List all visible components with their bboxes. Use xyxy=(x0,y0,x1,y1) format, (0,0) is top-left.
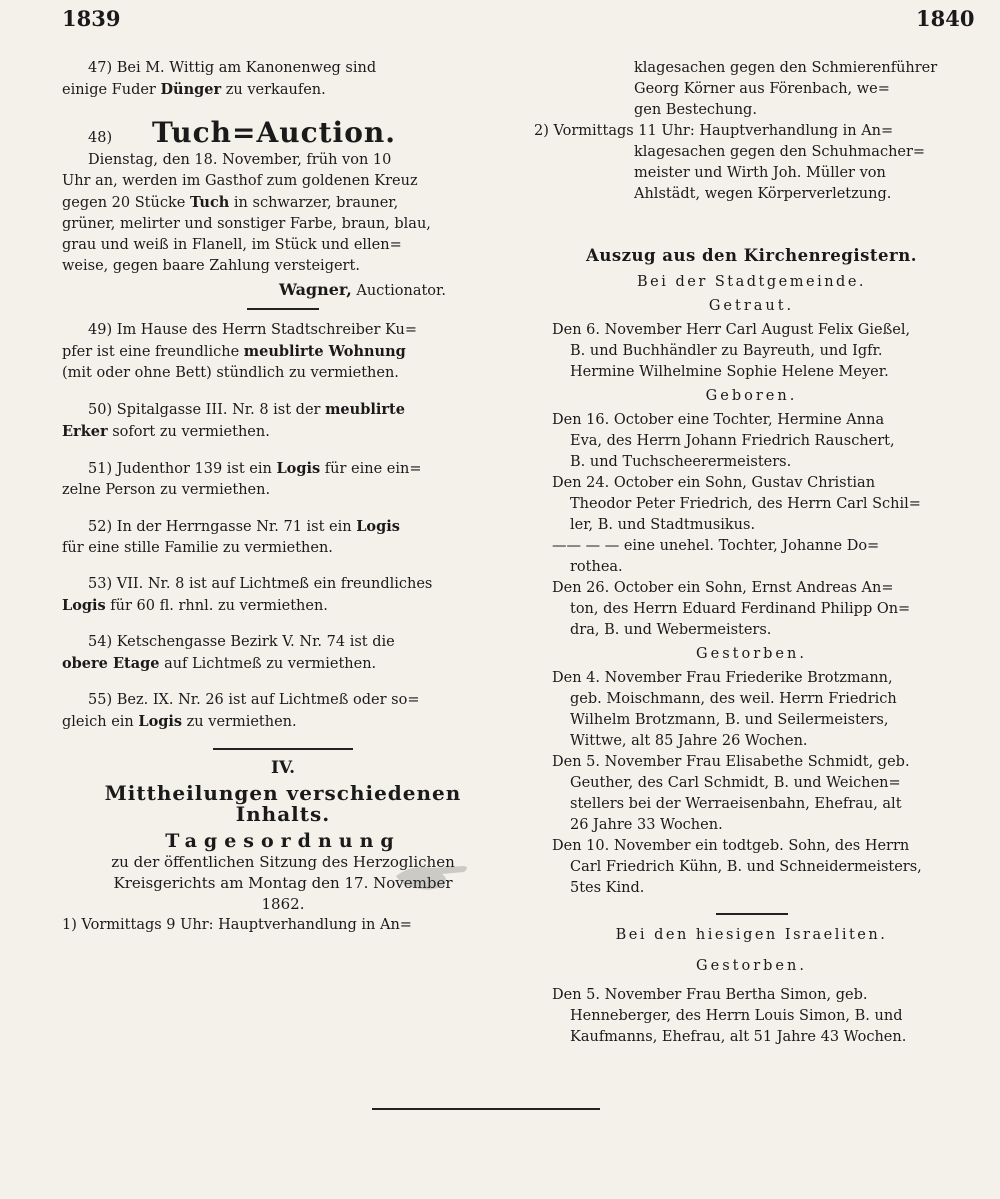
register-entry: Den 4. November Frau Friederike Brotzmann, geb. Moischmann, des weil. Herrn Friedrich Wilhelm Brotzmann, B. und Seilermeisters, Wittwe, alt 85 Jahre 26 Wochen. xyxy=(552,670,897,749)
died-heading: Gestorben. xyxy=(696,646,807,662)
married-heading: Getraut. xyxy=(708,298,795,314)
israelites-heading: Bei den hiesigen Israeliten. xyxy=(615,927,888,943)
ad-51: 51) Judenthor 139 ist ein Logis für eine ein= zelne Person zu vermiethen. xyxy=(62,460,422,498)
ad-53: 53) VII. Nr. 8 ist auf Lichtmeß ein freundliches Logis für 60 fl. rhnl. zu vermiethen. xyxy=(62,576,433,614)
agenda-year: 1862. xyxy=(261,895,305,913)
register-entry: Den 5. November Frau Elisabethe Schmidt, geb. Geuther, des Carl Schmidt, B. und Weichen= stellers bei der Werraeisenbahn, Ehefrau, alt 26 Jahre 33 Wochen. xyxy=(552,754,910,833)
ad-54: 54) Ketschengasse Bezirk V. Nr. 74 ist die obere Etage auf Lichtmeß zu vermiethen. xyxy=(62,634,395,672)
ad-50: 50) Spitalgasse III. Nr. 8 ist der meublirte Erker sofort zu vermiethen. xyxy=(62,401,405,440)
section-number: IV. xyxy=(270,758,296,778)
ad-signer: Wagner, Auctionator. xyxy=(278,280,446,299)
agenda-intro-1: zu der öffentlichen Sitzung des Herzoglichen xyxy=(111,853,455,871)
ad-47: 47) Bei M. Wittig am Kanonenweg sind einige Fuder Dünger zu verkaufen. xyxy=(62,60,377,98)
agenda-item-1: 1) Vormittags 9 Uhr: Hauptverhandlung in An= xyxy=(62,917,412,933)
ad-number: 48) xyxy=(88,130,113,146)
register-entry: Den 10. November ein todtgeb. Sohn, des Herrn Carl Friedrich Kühn, B. und Schneidermeisters, 5tes Kind. xyxy=(552,838,922,896)
ad-number: 47) xyxy=(88,60,113,76)
agenda-item-1-continued: klagesachen gegen den Schmierenführer Georg Körner aus Förenbach, we= gen Bestechung. xyxy=(634,60,938,118)
ad-title: Tuch=Auction. xyxy=(152,116,396,149)
register-entry: Den 26. October ein Sohn, Ernst Andreas An= ton, des Herrn Eduard Ferdinand Philipp On= dra, B. und Webermeisters. xyxy=(552,580,911,638)
born-heading: Geboren. xyxy=(705,388,798,404)
agenda-item-2: 2) Vormittags 11 Uhr: Hauptverhandlung in An= klagesachen gegen den Schuhmacher= meister und Wirth Joh. Müller von Ahlstädt, wegen Körperverletzung. xyxy=(534,123,926,202)
section-title: Mittheilungen verschiedenen Inhalts. xyxy=(104,781,462,826)
divider xyxy=(716,913,788,915)
page-number-right: 1840 xyxy=(916,6,975,31)
register-entry: Den 16. October eine Tochter, Hermine Anna Eva, des Herrn Johann Friedrich Rauschert, B. und Tuchscheerermeisters. xyxy=(552,412,895,470)
agenda-title: Tagesordnung xyxy=(165,830,401,852)
register-entry: Den 24. October ein Sohn, Gustav Christian Theodor Peter Friedrich, des Herrn Carl Schil= ler, B. und Stadtmusikus. xyxy=(552,475,921,533)
died-heading-2: Gestorben. xyxy=(696,958,807,974)
ad-52: 52) In der Herrngasse Nr. 71 ist ein Logis für eine stille Familie zu vermiethen. xyxy=(62,518,400,556)
register-entry: Den 6. November Herr Carl August Felix Gießel, B. und Buchhändler zu Bayreuth, und Igfr. Hermine Wilhelmine Sophie Helene Meyer. xyxy=(552,322,911,380)
ad-48: 48) Tuch=Auction. Dienstag, den 18. November, früh von 10 Uhr an, werden im Gasthof zum goldenen Kreuz gegen 20 Stücke Tuch in schwarzer, brauner, grüner, melirter und sonstiger Farbe, braun, blau, grau und weiß in Flanell, im Stück und ellen= weise, gegen baare Zahlung versteigert. Wagner, Auctionator. xyxy=(62,116,504,302)
right-column xyxy=(534,58,969,1048)
section-divider xyxy=(213,748,353,750)
pointing-hand-icon xyxy=(392,846,472,902)
page-end-rule xyxy=(372,1108,600,1110)
left-column xyxy=(62,58,504,936)
ad-49: 49) Im Hause des Herrn Stadtschreiber Ku= pfer ist eine freundliche meublirte Wohnung (mit oder ohne Bett) stündlich zu vermiethen. xyxy=(62,322,417,381)
divider xyxy=(247,308,319,310)
agenda-intro-2: Kreisgerichts am Montag den 17. November xyxy=(113,874,453,892)
church-register-title: Auszug aus den Kirchenregistern. xyxy=(586,246,917,265)
register-entry: Den 5. November Frau Bertha Simon, geb. Henneberger, des Herrn Louis Simon, B. und Kaufmanns, Ehefrau, alt 51 Jahre 43 Wochen. xyxy=(552,987,907,1045)
city-community-heading: Bei der Stadtgemeinde. xyxy=(636,274,867,290)
page-number-left: 1839 xyxy=(62,6,121,31)
ad-55: 55) Bez. IX. Nr. 26 ist auf Lichtmeß oder so= gleich ein Logis zu vermiethen. xyxy=(62,692,420,730)
register-entry: —— — — eine unehel. Tochter, Johanne Do= rothea. xyxy=(552,538,880,575)
